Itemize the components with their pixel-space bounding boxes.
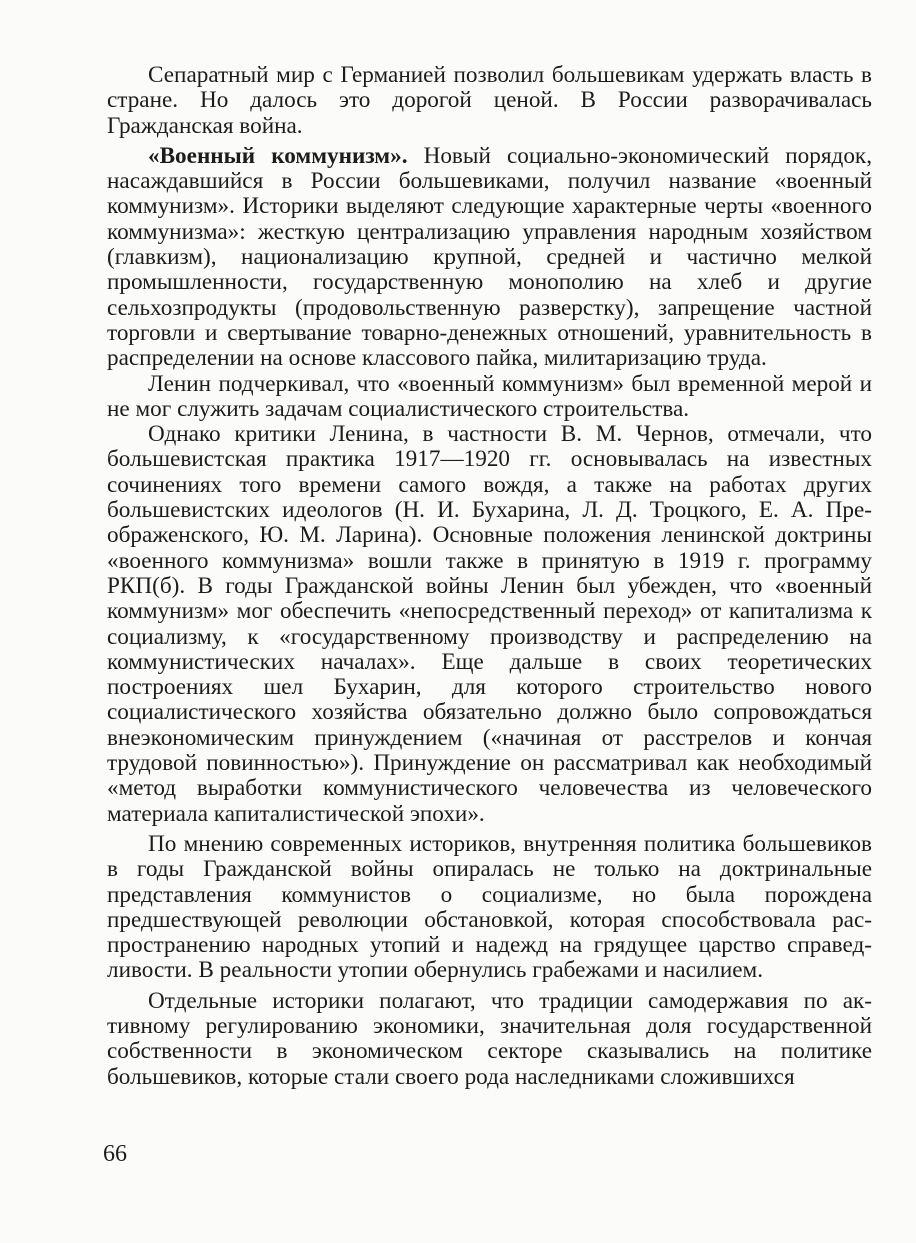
- paragraph-autocracy-traditions: [107, 989, 872, 1090]
- paragraph-text: Ленин подчеркивал, что «военный коммунизм» был временной мерой и не мог служить задачам социалистического строительства.: [107, 370, 872, 422]
- paragraph-lenin-view: [107, 372, 872, 423]
- paragraph-text: Сепаратный мир с Германией позволил большевикам удержать власть в стране. Но далось это дорогой ценой. В России разворачивалась Гражданская война.: [107, 62, 872, 139]
- paragraph-text: Отдельные историки полагают, что традиции самодержавия по активному регулированию экономики, значительная доля государственной собственности в экономическом секторе сказывались на политике большевиков, которые стали своего рода наследниками сложившихся: [107, 987, 872, 1090]
- paragraph-text: Однако критики Ленина, в частности В. М. Чернов, отмечали, что большевистская практика 1917—1920 гг. основывалась на известных сочинениях того времени самого вождя, а также на работах других большевистских идеологов (Н. И. Бухарина, Л. Д. Троцкого, Е. А. Преображенского, Ю. М. Ларина). Основные положения ленинской доктрины «военного коммунизма» вошли также в принятую в 1919 г. программу РКП(б). В годы Гражданской войны Ленин был убежден, что «военный коммунизм» мог обеспечить «непосредственный переход» от капитализма к социализму, к «государственному производству и распределению на коммунистических началах». Еще дальше в своих теоретических построениях шел Бухарин, для которого строительство нового социалистического хозяйства обязательно должно было сопровождаться внеэкономическим принуждением («начиная от расстрелов и кончая трудовой повинностью»). Принуждение он рассматривал как необходимый «метод выработки коммунистического человечества из человеческого материала капиталистической эпохи».: [107, 421, 872, 827]
- paragraph-modern-historians: [107, 832, 872, 984]
- body-text: [107, 63, 872, 1090]
- paragraph-critics: [107, 422, 872, 827]
- paragraph-war-communism: [107, 144, 872, 372]
- paragraph-text: Новый социально-экономический порядок, насаждавшийся в России большевиками, получил название «военный коммунизм». Историки выделяют следующие характерные черты «военного коммунизма»: жесткую централизацию управления народным хозяйством (главкизм), национализацию крупной, средней и частично мелкой промышленности, государственную монополию на хлеб и другие сельхозпродукты (продовольственную разверстку), запрещение частной торговли и свертывание товарно-денежных отношений, уравнительность в распределении на основе классового пайка, милитаризацию труда.: [107, 142, 872, 372]
- paragraph-text: По мнению современных историков, внутренняя политика большевиков в годы Гражданской войны опиралась не только на доктринальные представления коммунистов о социализме, но была порождена предшествующей революции обстановкой, которая способствовала распространению народных утопий и надежд на грядущее царство справедливости. В реальности утопии обернулись грабежами и насилием.: [107, 830, 872, 984]
- paragraph-separate-peace: [107, 63, 872, 139]
- page-number: 66: [103, 1141, 127, 1167]
- section-heading: «Военный коммунизм».: [148, 142, 408, 169]
